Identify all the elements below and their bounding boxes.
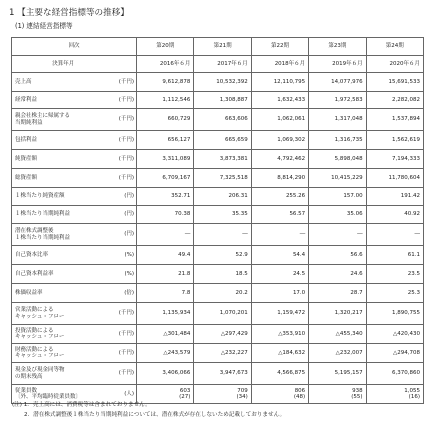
footnote-line: 2．潜在株式調整後１株当たり当期純利益については、潜在株式が存在しないため記載しておりません。 [24, 412, 286, 418]
table-row [12, 303, 424, 325]
row-value: 17.0 [251, 284, 308, 303]
row-value: △243,579 [137, 344, 194, 363]
row-value: △420,430 [366, 325, 423, 344]
row-value: 157.00 [309, 188, 366, 206]
table-row [12, 325, 424, 344]
row-label: 株価収益率 [12, 284, 115, 303]
row-value: 1,062,061 [251, 109, 308, 131]
row-unit: (円) [115, 224, 137, 246]
period-value: 2018年６月 [251, 56, 308, 73]
table-row [12, 73, 424, 92]
row-value: 1,316,735 [309, 131, 366, 150]
row-label: 自己資本比率 [12, 246, 115, 265]
row-value: 35.35 [194, 206, 251, 224]
row-value: ― [251, 224, 308, 246]
row-value: 1,308,887 [194, 92, 251, 109]
row-value: 28.7 [309, 284, 366, 303]
row-unit: (%) [115, 265, 137, 284]
row-value: 938 (55) [309, 385, 366, 404]
header-row-periods [12, 56, 424, 73]
row-value: 24.5 [251, 265, 308, 284]
row-value: ― [137, 224, 194, 246]
financial-indicators-table [11, 37, 424, 404]
row-label: １株当たり純資産額 [12, 188, 115, 206]
row-value: 603 (27) [137, 385, 194, 404]
term-header: 第23期 [309, 38, 366, 56]
row-value: 663,606 [194, 109, 251, 131]
row-value: 660,729 [137, 109, 194, 131]
row-label: 従業員数 〔外、平均臨時従業員数〕 [12, 385, 115, 404]
row-value: 1,112,546 [137, 92, 194, 109]
row-value: △301,484 [137, 325, 194, 344]
row-value: 5,898,048 [309, 150, 366, 169]
row-label: 財務活動による キャッシュ・フロー [12, 344, 115, 363]
row-value: 11,780,604 [366, 169, 423, 188]
period-header: 決算年月 [12, 56, 115, 73]
row-unit: (千円) [115, 363, 137, 385]
header-row-terms [12, 38, 424, 56]
row-unit: (千円) [115, 92, 137, 109]
row-label: 現金及び現金同等物 の期末残高 [12, 363, 115, 385]
row-value: 1,070,201 [194, 303, 251, 325]
row-value: ― [194, 224, 251, 246]
table-row [12, 188, 424, 206]
row-label: 自己資本利益率 [12, 265, 115, 284]
row-value: 806 (48) [251, 385, 308, 404]
table-row [12, 284, 424, 303]
row-label: 潜在株式調整後 １株当たり当期純利益 [12, 224, 115, 246]
row-value: 2,282,082 [366, 92, 423, 109]
row-value: 1,159,472 [251, 303, 308, 325]
row-value: 1,632,433 [251, 92, 308, 109]
row-value: 1,972,583 [309, 92, 366, 109]
row-label: 投資活動による キャッシュ・フロー [12, 325, 115, 344]
row-value: 61.1 [366, 246, 423, 265]
period-header-blank [115, 56, 137, 73]
row-unit: (千円) [115, 131, 137, 150]
row-value: 1,135,934 [137, 303, 194, 325]
row-label: 包括利益 [12, 131, 115, 150]
row-value: 20.2 [194, 284, 251, 303]
row-value: 24.6 [309, 265, 366, 284]
row-value: 352.71 [137, 188, 194, 206]
table-row [12, 150, 424, 169]
table-row [12, 224, 424, 246]
row-value: 7,325,518 [194, 169, 251, 188]
period-value: 2016年６月 [137, 56, 194, 73]
row-value: 1,537,894 [366, 109, 423, 131]
row-value: 191.42 [366, 188, 423, 206]
footnotes [12, 400, 285, 420]
row-value: 4,792,462 [251, 150, 308, 169]
row-unit: (円) [115, 188, 137, 206]
row-value: 54.4 [251, 246, 308, 265]
period-value: 2017年６月 [194, 56, 251, 73]
row-value: 1,562,619 [366, 131, 423, 150]
row-value: 70.38 [137, 206, 194, 224]
row-unit: (千円) [115, 150, 137, 169]
row-value: 56.57 [251, 206, 308, 224]
row-label: 経常利益 [12, 92, 115, 109]
term-header: 第22期 [251, 38, 308, 56]
row-value: 4,566,875 [251, 363, 308, 385]
section-heading: 1 【主要な経営指標等の推移】 [9, 8, 129, 18]
row-value: △294,708 [366, 344, 423, 363]
row-value: 3,311,089 [137, 150, 194, 169]
term-header: 第24期 [366, 38, 423, 56]
row-value: 49.4 [137, 246, 194, 265]
row-value: 14,077,976 [309, 73, 366, 92]
table-row [12, 246, 424, 265]
table-row [12, 131, 424, 150]
row-label: 純資産額 [12, 150, 115, 169]
table-row [12, 265, 424, 284]
term-header: 第20期 [137, 38, 194, 56]
row-value: 12,110,795 [251, 73, 308, 92]
row-value: 1,320,217 [309, 303, 366, 325]
row-unit: (倍) [115, 284, 137, 303]
row-value: ― [309, 224, 366, 246]
row-value: 665,659 [194, 131, 251, 150]
row-value: 5,195,157 [309, 363, 366, 385]
row-value: 255.26 [251, 188, 308, 206]
table-row [12, 206, 424, 224]
row-value: 15,691,533 [366, 73, 423, 92]
row-value: 656,127 [137, 131, 194, 150]
row-value: 21.8 [137, 265, 194, 284]
row-unit: (人) [115, 385, 137, 404]
table-row [12, 363, 424, 385]
row-value: 1,055 (16) [366, 385, 423, 404]
row-unit: (千円) [115, 73, 137, 92]
row-unit: (円) [115, 206, 137, 224]
row-value: 1,890,755 [366, 303, 423, 325]
row-value: 1,317,048 [309, 109, 366, 131]
kaiji-header: 回次 [12, 38, 137, 56]
row-value: 18.5 [194, 265, 251, 284]
row-value: 6,370,860 [366, 363, 423, 385]
row-value: 3,406,066 [137, 363, 194, 385]
row-label: １株当たり当期純利益 [12, 206, 115, 224]
row-value: 206.31 [194, 188, 251, 206]
row-label: 営業活動による キャッシュ・フロー [12, 303, 115, 325]
row-value: 10,415,229 [309, 169, 366, 188]
row-value: 23.5 [366, 265, 423, 284]
row-unit: (千円) [115, 169, 137, 188]
row-unit: (%) [115, 246, 137, 265]
row-value: 56.6 [309, 246, 366, 265]
section-subheading: (1) 連結経営指標等 [15, 22, 73, 30]
row-value: 709 (34) [194, 385, 251, 404]
row-unit: (千円) [115, 109, 137, 131]
row-value: 52.9 [194, 246, 251, 265]
table-row [12, 109, 424, 131]
row-value: △232,227 [194, 344, 251, 363]
row-unit: (千円) [115, 303, 137, 325]
row-value: △297,429 [194, 325, 251, 344]
table-row [12, 169, 424, 188]
period-value: 2020年６月 [366, 56, 423, 73]
row-value: 40.92 [366, 206, 423, 224]
row-label: 総資産額 [12, 169, 115, 188]
row-value: 3,947,673 [194, 363, 251, 385]
row-value: 7.8 [137, 284, 194, 303]
row-value: △455,340 [309, 325, 366, 344]
table-row [12, 344, 424, 363]
row-value: ― [366, 224, 423, 246]
row-unit: (千円) [115, 325, 137, 344]
row-value: 3,873,381 [194, 150, 251, 169]
row-value: △232,007 [309, 344, 366, 363]
row-value: 10,532,392 [194, 73, 251, 92]
row-value: 6,709,167 [137, 169, 194, 188]
footnote-line: (注) 1．売上高には、消費税等は含まれておりません。 [12, 402, 151, 408]
row-label: 親会社株主に帰属する 当期純利益 [12, 109, 115, 131]
period-value: 2019年６月 [309, 56, 366, 73]
row-value: 9,612,878 [137, 73, 194, 92]
row-value: △353,910 [251, 325, 308, 344]
table-row [12, 92, 424, 109]
row-value: △184,632 [251, 344, 308, 363]
row-value: 8,814,290 [251, 169, 308, 188]
row-value: 25.3 [366, 284, 423, 303]
row-value: 1,069,302 [251, 131, 308, 150]
row-label: 売上高 [12, 73, 115, 92]
row-value: 35.06 [309, 206, 366, 224]
term-header: 第21期 [194, 38, 251, 56]
row-unit: (千円) [115, 344, 137, 363]
row-value: 7,194,333 [366, 150, 423, 169]
